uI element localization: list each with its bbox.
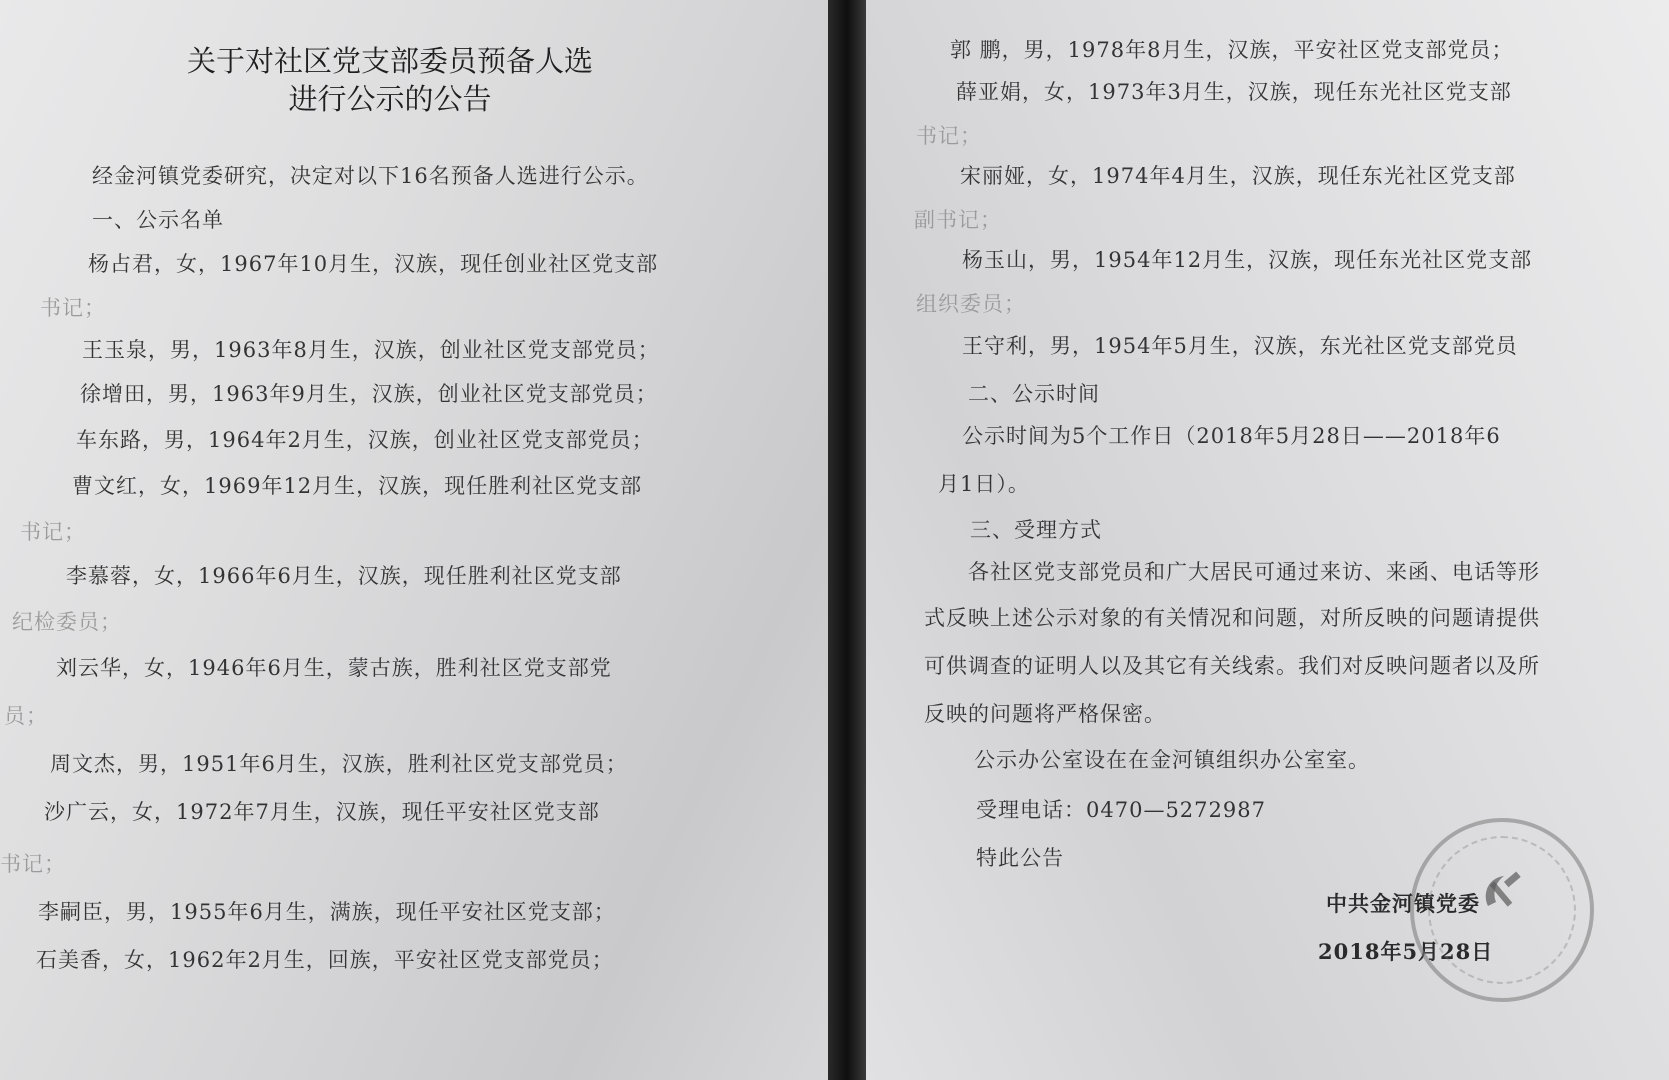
contact-phone: 受理电话：0470—5272987 xyxy=(976,798,1266,822)
procedure-text: 各社区党支部党员和广大居民可通过来访、来函、电话等形 xyxy=(968,560,1540,584)
publicity-period-text: 公示时间为5个工作日（2018年5月28日——2018年6 xyxy=(962,424,1501,448)
list-item: 杨玉山，男，1954年12月生，汉族，现任东光社区党支部 xyxy=(962,248,1533,272)
list-item: 书记； xyxy=(20,520,86,544)
list-item: 周文杰，男，1951年6月生，汉族，胜利社区党支部党员； xyxy=(50,752,628,776)
list-item: 刘云华，女，1946年6月生，蒙古族，胜利社区党支部党 xyxy=(56,656,612,680)
list-item: 书记； xyxy=(916,124,982,148)
list-item: 副书记； xyxy=(914,208,1002,232)
list-item: 杨占君，女，1967年10月生，汉族，现任创业社区党支部 xyxy=(88,252,659,276)
publicity-period-text-cont: 月1日）。 xyxy=(938,472,1030,496)
list-item: 宋丽娅，女，1974年4月生，汉族，现任东光社区党支部 xyxy=(960,164,1516,188)
procedure-text: 式反映上述公示对象的有关情况和问题，对所反映的问题请提供 xyxy=(924,606,1540,630)
list-item: 郭 鹏，男，1978年8月生，汉族，平安社区党支部党员； xyxy=(950,38,1514,62)
list-item: 王玉泉，男，1963年8月生，汉族，创业社区党支部党员； xyxy=(82,338,660,362)
document-title-line1: 关于对社区党支部委员预备人选 xyxy=(186,44,593,78)
list-item: 沙广云，女，1972年7月生，汉族，现任平安社区党支部 xyxy=(44,800,600,824)
section2-heading: 二、公示时间 xyxy=(968,382,1100,406)
office-location-text: 公示办公室设在在金河镇组织办公室室。 xyxy=(974,748,1370,772)
list-item: 薛亚娟，女，1973年3月生，汉族，现任东光社区党支部 xyxy=(956,80,1512,104)
list-item: 组织委员； xyxy=(916,292,1026,316)
list-item: 石美香，女，1962年2月生，回族，平安社区党支部党员； xyxy=(36,948,614,972)
closing-text: 特此公告 xyxy=(976,846,1064,870)
section1-heading: 一、公示名单 xyxy=(92,208,224,232)
list-item: 李慕蓉，女，1966年6月生，汉族，现任胜利社区党支部 xyxy=(66,564,622,588)
procedure-text: 反映的问题将严格保密。 xyxy=(924,702,1166,726)
list-item: 车东路，男，1964年2月生，汉族，创业社区党支部党员； xyxy=(76,428,654,452)
hammer-sickle-icon xyxy=(1474,866,1530,922)
left-page xyxy=(0,0,828,1080)
official-seal xyxy=(1410,818,1594,1002)
list-item: 曹文红，女，1969年12月生，汉族，现任胜利社区党支部 xyxy=(72,474,643,498)
list-item: 徐增田，男，1963年9月生，汉族，创业社区党支部党员； xyxy=(80,382,658,406)
signature: 中共金河镇党委 xyxy=(1326,891,1480,916)
list-item: 纪检委员； xyxy=(12,610,122,634)
signature-date: 2018年5月28日 xyxy=(1318,939,1494,964)
list-item: 王守利，男，1954年5月生，汉族，东光社区党支部党员 xyxy=(962,334,1518,358)
document-title-line2: 进行公示的公告 xyxy=(288,82,492,116)
procedure-text: 可供调查的证明人以及其它有关线索。我们对反映问题者以及所 xyxy=(924,654,1540,678)
list-item: 书记； xyxy=(40,296,106,320)
intro-text: 经金河镇党委研究，决定对以下16名预备人选进行公示。 xyxy=(92,164,649,188)
list-item: 李嗣臣，男，1955年6月生，满族，现任平安社区党支部； xyxy=(38,900,616,924)
list-item: 书记； xyxy=(0,852,66,876)
book-spine-shadow xyxy=(828,0,866,1080)
list-item: 员； xyxy=(4,704,48,728)
section3-heading: 三、受理方式 xyxy=(970,518,1102,542)
